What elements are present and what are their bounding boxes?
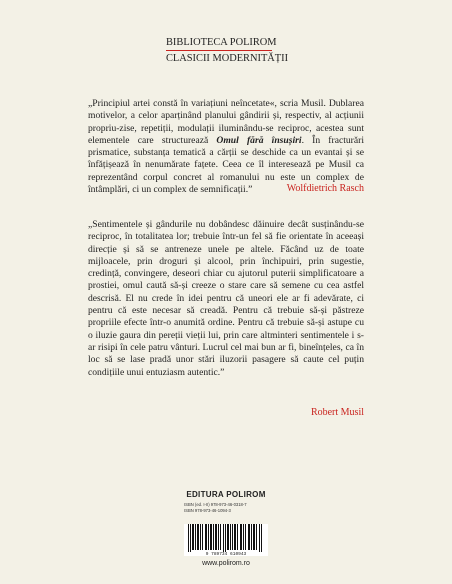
- quote-rasch: [88, 98, 364, 196]
- quote-author-rasch: Wolfdietrich Rasch: [286, 183, 364, 194]
- series-collection: CLASICII MODERNITĂȚII: [166, 53, 289, 64]
- book-title-inline: Omul fără însușiri: [216, 134, 302, 146]
- series-name: BIBLIOTECA POLIROM: [166, 37, 277, 48]
- isbn-block: [184, 502, 268, 513]
- barcode-number: 9 789734 610943: [205, 552, 247, 557]
- quote-musil: „Sentimentele și gândurile nu dobândesc dăinuire decât susținându-se reciproc, în totalitatea lor; trebuie într-un fel să fie orientate în aceeași direcție și să se antreneze unele pe altele. Făcând uz de toate mijloacele, prin droguri și alcool, prin închipuiri, prin sugestie, credință, convingere, deseori chiar cu ajutorul puterii simplificatoare a prostiei, omul caută să-și creeze o stare care să semene cu cea astfel descrisă. El nu crede în idei pentru că uneori ele ar fi adevărate, ci pentru că este necesar să creadă. Pentru că trebuie să-și păstreze propriile efecte într-o anumită ordine. Pentru că trebuie să-și astupe cu o iluzie gaura din pereții vieții lui, prin care altminteri sentimentele i s-ar risipi în cele patru vânturi. Lucrul cel mai bun ar fi, bineînțeles, ca în loc să se lase pradă unor stări iluzorii pasagere să caute cel puțin condițiile unui entuziasm autentic.”: [88, 219, 364, 378]
- isbn-line-1: ISBN (ed. I-II) 978-973-46-0318-7: [184, 502, 247, 507]
- series-divider: [166, 50, 272, 51]
- quote-rasch-text-start: „Principiul artei constă în variațiuni neîncetate«, scria Musil. Dublarea motivelor, a celor aparținând planului gândirii și, respectiv, al acțiunii propriu-zise, repetiții, modulații iluminându-se reciproc, acestea sunt elementele care structurează: [88, 98, 364, 146]
- publisher-name: EDITURA POLIROM: [186, 490, 266, 499]
- isbn-line-2: ISBN 978-973-46-1094-3: [184, 507, 231, 513]
- barcode-bars: [184, 524, 268, 552]
- quote-rasch-text-end: . În fracturări prismatice, substanța tematică a cărții se deschide ca un evantai și se înfățișează în nenumărate fațete. Ceea ce îl interesează pe Musil ca reprezentând corpul concret al romanului nu este un complex de întâmplări, ci un complex de semnificații.”: [88, 134, 364, 196]
- quote-author-musil: Robert Musil: [310, 407, 364, 418]
- series-header: [166, 36, 326, 65]
- publisher-website: www.polirom.ro: [202, 560, 250, 567]
